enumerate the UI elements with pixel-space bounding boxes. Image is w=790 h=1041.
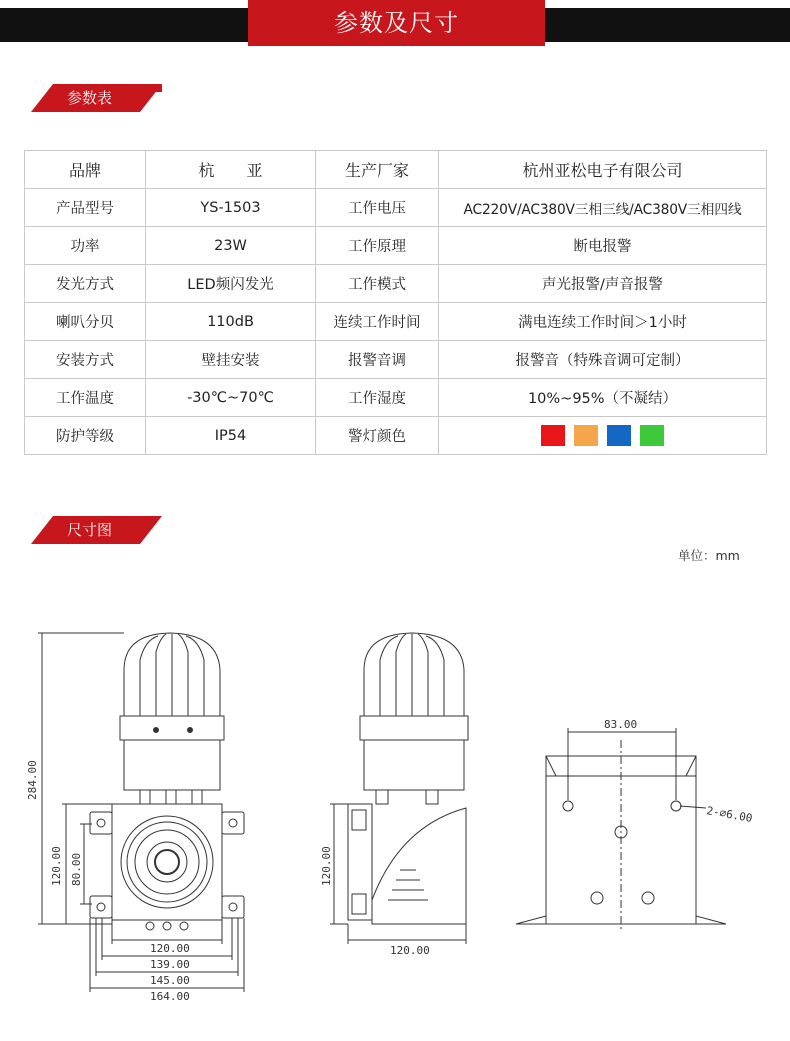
param-label: 生产厂家 — [316, 151, 439, 189]
param-value: LED频闪发光 — [146, 265, 316, 303]
parameter-table — [24, 150, 767, 455]
side-view — [330, 633, 468, 944]
param-value: 杭 亚 — [146, 151, 316, 189]
param-value: 壁挂安装 — [146, 341, 316, 379]
section-label-dims: 尺寸图 — [67, 521, 113, 539]
dim-side-body-height: 120.00 — [320, 846, 333, 886]
param-label: 喇叭分贝 — [25, 303, 146, 341]
param-label: 工作湿度 — [316, 379, 439, 417]
param-label: 工作电压 — [316, 189, 439, 227]
table-row — [25, 417, 767, 455]
table-row — [25, 341, 767, 379]
param-value: YS-1503 — [146, 189, 316, 227]
param-label: 工作温度 — [25, 379, 146, 417]
param-value: 声光报警/声音报警 — [439, 265, 767, 303]
table-row — [25, 151, 767, 189]
param-value: -30℃~70℃ — [146, 379, 316, 417]
param-label: 发光方式 — [25, 265, 146, 303]
page-header — [0, 0, 790, 46]
param-value: 10%~95%（不凝结） — [439, 379, 767, 417]
param-label: 工作模式 — [316, 265, 439, 303]
table-row — [25, 303, 767, 341]
param-value: 满电连续工作时间＞1小时 — [439, 303, 767, 341]
page-title: 参数及尺寸 — [248, 0, 545, 46]
table-row — [25, 227, 767, 265]
section-label-params: 参数表 — [67, 89, 113, 107]
param-value: 报警音（特殊音调可定制） — [439, 341, 767, 379]
param-value — [439, 417, 767, 455]
dim-front-width-0: 120.00 — [150, 942, 190, 955]
param-value: IP54 — [146, 417, 316, 455]
param-value: 断电报警 — [439, 227, 767, 265]
header-bar-right — [545, 8, 790, 42]
dim-front-inner-height: 80.00 — [70, 852, 83, 886]
param-label: 连续工作时间 — [316, 303, 439, 341]
dim-bracket-holes: 2-⌀6.00 — [705, 804, 754, 826]
param-label: 工作原理 — [316, 227, 439, 265]
unit-label: 单位：mm — [678, 548, 740, 563]
dim-front-width-3: 164.00 — [150, 990, 190, 1003]
dim-side-width: 120.00 — [390, 944, 430, 957]
param-value: 23W — [146, 227, 316, 265]
dimension-drawing — [0, 600, 790, 1020]
param-label: 防护等级 — [25, 417, 146, 455]
param-value: 杭州亚松电子有限公司 — [439, 151, 767, 189]
param-label: 安装方式 — [25, 341, 146, 379]
color-swatch — [541, 425, 565, 446]
param-label: 产品型号 — [25, 189, 146, 227]
param-value: AC220V/AC380V三相三线/AC380V三相四线 — [439, 189, 767, 227]
dim-front-height: 284.00 — [26, 760, 39, 800]
dim-front-body-height: 120.00 — [50, 846, 63, 886]
param-label: 品牌 — [25, 151, 146, 189]
header-bar-left — [0, 8, 248, 42]
dim-front-width-2: 145.00 — [150, 974, 190, 987]
param-label: 报警音调 — [316, 341, 439, 379]
dim-hole-spacing: 83.00 — [604, 718, 638, 731]
section-tag-params — [31, 84, 162, 112]
table-row — [25, 265, 767, 303]
param-label: 功率 — [25, 227, 146, 265]
color-swatch — [607, 425, 631, 446]
color-swatch — [574, 425, 598, 446]
param-label: 警灯颜色 — [316, 417, 439, 455]
bracket-view — [516, 728, 726, 930]
color-swatch — [640, 425, 664, 446]
section-tag-dims — [31, 516, 162, 544]
light-color-swatches — [541, 425, 664, 446]
table-row — [25, 379, 767, 417]
front-view — [38, 633, 244, 992]
table-row — [25, 189, 767, 227]
param-value: 110dB — [146, 303, 316, 341]
dim-front-width-1: 139.00 — [150, 958, 190, 971]
